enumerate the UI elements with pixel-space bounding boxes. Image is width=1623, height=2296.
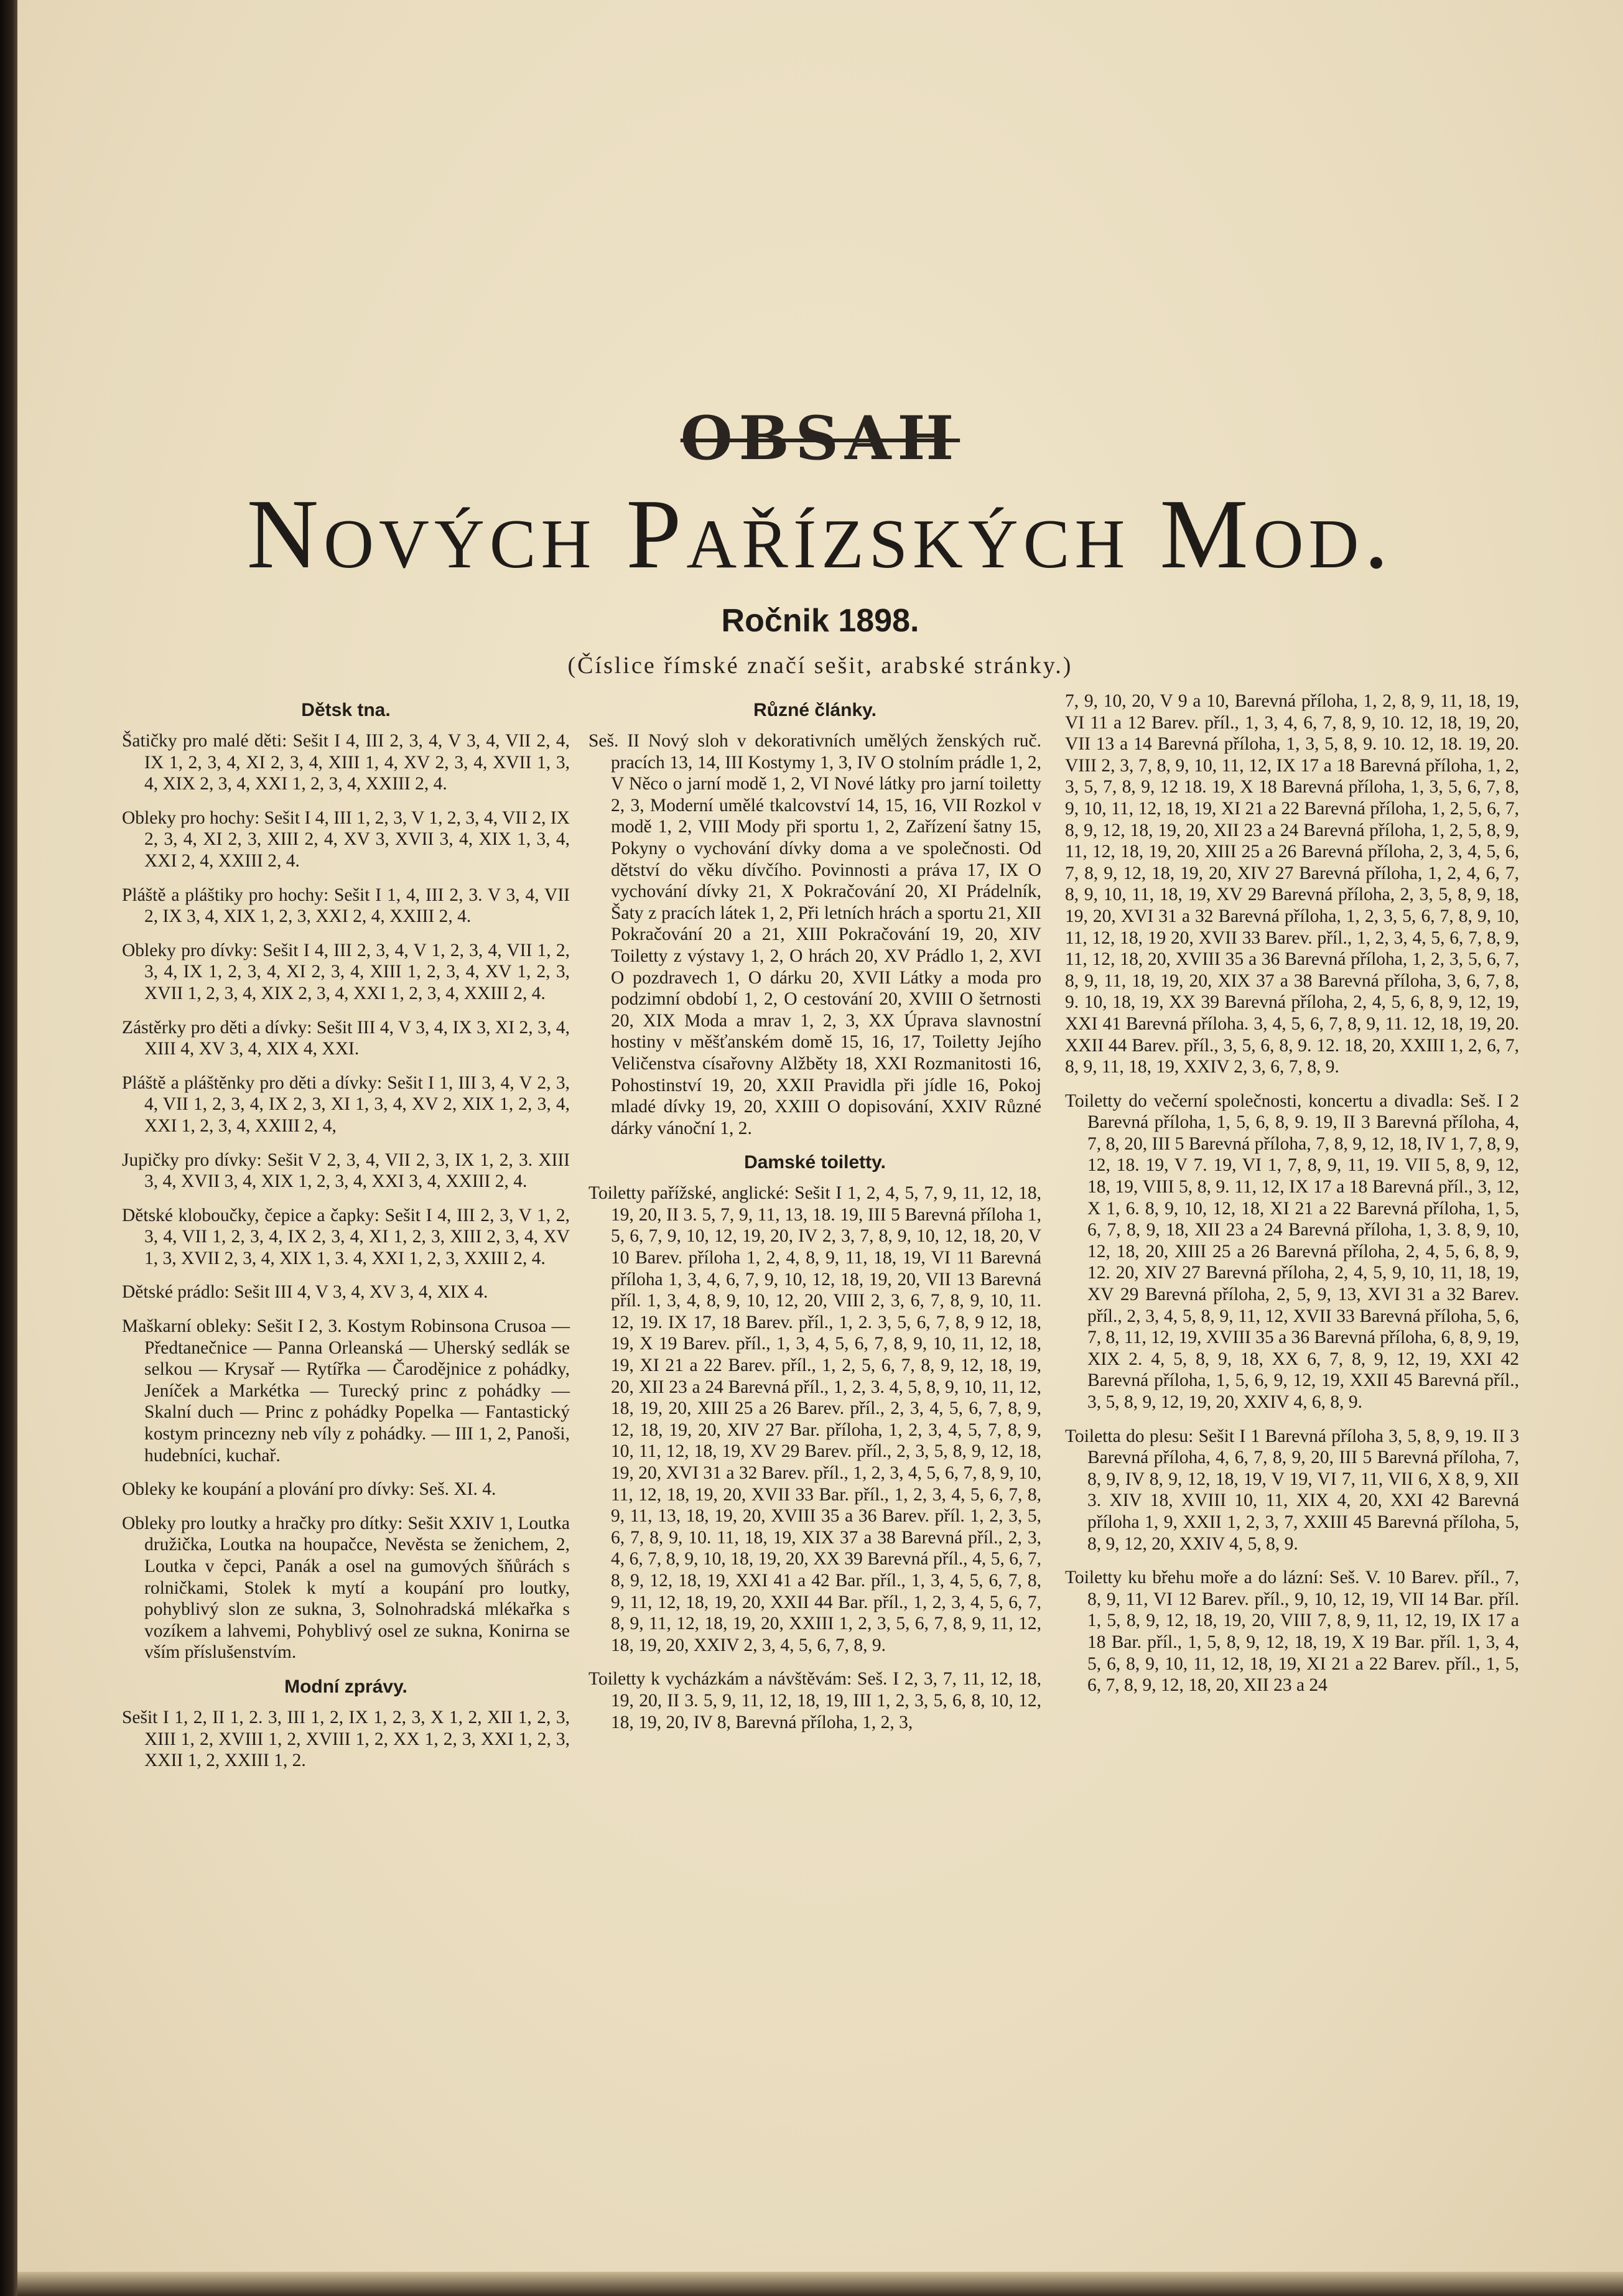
index-entry: Jupičky pro dívky: Sešit V 2, 3, 4, VII 2, 3, IX 1, 2, 3. XIII 3, 4, XVII 3, 4, XIX 1, 2, 3, 4, XXI 3, 4, XXIII 2, 4. [122, 1150, 570, 1192]
section-heading-articles: Různé články. [753, 700, 877, 720]
section-heading-ladies-toilettes: Damské toiletty. [744, 1152, 886, 1173]
page-edge-shadow [17, 2272, 1623, 2296]
index-entry: 7, 9, 10, 20, V 9 a 10, Barevná příloha, 1, 2, 8, 9, 11, 18, 19, VI 11 a 12 Barev. příl., 1, 3, 4, 6, 7, 8, 9, 10. 12, 18, 19, 20, VII 13 a 14 Barevná příloha, 1, 3, 5, 8, 9. 10. 12, 18. 19, 20. VIII 2, 3, 7, 8, 9, 10, 11, 12, IX 17 a 18 Barevná příloha, 1, 2, 3, 5, 7, 8, 9, 12 18. 19, X 18 Barevná příloha, 1, 3, 5, 6, 7, 8, 9, 10, 11, 12, 18, 19, XI 21 a 22 Barevná příloha, 1, 2, 5, 6, 7, 8, 9, 12, 18, 19, 20, XII 23 a 24 Barevná příloha, 1, 2, 5, 8, 9, 11, 12, 18, 19, 20, XIII 25 a 26 Barevná příloha, 2, 3, 4, 5, 6, 7, 8, 9, 12, 18, 19, 20, XIV 27 Barevná příloha, 1, 2, 4, 6, 7, 8, 9, 10, 11, 18, 19, XV 29 Barevná příloha, 2, 3, 5, 8, 9, 18, 19, 20, XVI 31 a 32 Barevná příloha, 1, 2, 3, 5, 6, 7, 8, 9, 10, 11, 12, 18, 19 20, XVII 33 Barev. příl., 1, 2, 3, 4, 5, 6, 7, 8, 9, 11, 12, 18, 20, XVIII 35 a 36 Barevná příloha, 1, 2, 3, 5, 6, 7, 8, 9, 11, 18, 19, 20, XIX 37 a 38 Barevná příloha, 3, 6, 7, 8, 9. 10, 18, 19, XX 39 Barevná příloha, 2, 4, 5, 6, 8, 9, 12, 19, XXI 41 Barevná příloha. 3, 4, 5, 6, 7, 8, 9, 11. 12, 18, 19, 20. XXII 44 Barev. příl., 3, 5, 6, 8, 9. 12. 18, 20, XXIII 1, 2, 6, 7, 8, 9, 11, 18, 19, XXIV 2, 3, 6, 7, 8, 9. [1065, 691, 1519, 1077]
index-entry: Toiletty do večerní společnosti, koncertu a divadla: Seš. I 2 Barevná příloha, 1, 5, 6, 8, 9. 19, II 3 Barevná příloha, 4, 7, 8, 20, III 5 Barevná příloha, 7, 8, 9, 12, 18, IV 1, 7, 8, 9, 12, 18. 19, V 7. 19, VI 1, 7, 8, 9, 11, 19. VII 5, 8, 9, 12, 18, 19, VIII 5, 8, 9. 11, 12, IX 17 a 18 Barevná příl., 3, 12, X 1, 6. 8, 9, 10, 12, 18, XI 21 a 22 Barevná příloha, 1, 5, 6, 7, 8, 9, 18, XII 23 a 24 Barevná příloha, 1, 3. 8, 9, 10, 12, 18, 20, XIII 25 a 26 Barevná příloha, 2, 4, 5, 6, 8, 9, 12. 20, XIV 27 Barevná příloha, 2, 4, 5, 9, 10, 11, 18, 19, XV 29 Barevná příloha, 2, 5, 9, 13, XVI 31 a 32 Barev. příl., 2, 3, 4, 5, 8, 9, 11, 12, XVII 33 Barevná příloha, 5, 6, 7, 8, 11, 12, 19, XVIII 35 a 36 Barevná příloha, 6, 8, 9, 19, XIX 2. 4, 5, 8, 9, 18, XX 6, 7, 8, 9, 12, 19, XXI 42 Barevná příloha, 1, 5, 6, 9, 12, 19, XXII 45 Barevná příl., 3, 5, 8, 9, 12, 19, 20, XXIV 4, 6, 8, 9. [1065, 1090, 1519, 1412]
column-middle [588, 690, 1041, 1745]
index-entry: Sešit I 1, 2, II 1, 2. 3, III 1, 2, IX 1, 2, 3, X 1, 2, XII 1, 2, 3, XIII 1, 2, XVIII 1, 2, XVIII 1, 2, XX 1, 2, 3, XXI 1, 2, 3, XXII 1, 2, XXIII 1, 2. [122, 1707, 570, 1771]
title-obsah: OBSAH [680, 403, 960, 473]
index-entry: Maškarní obleky: Sešit I 2, 3. Kostym Robinsona Crusoa — Předtanečnice — Panna Orleanská — Uherský sedlák se selkou — Krysař — Rytířka — Čarodějnice z pohádky, Jeníček a Markétka — Turecký princ z pohádky — Skalní duch — Princ z pohádky Popelka — Fantastický kostym princezny neb víly z pohádky. — III 1, 2, Panoši, hudebníci, kuchař. [122, 1316, 570, 1466]
section-heading-fashion-news: Modní zprávy. [284, 1676, 407, 1697]
index-entry: Dětské kloboučky, čepice a čapky: Sešit I 4, III 2, 3, V 1, 2, 3, 4, VII 1, 2, 3, 4, IX 2, 3, 4, XI 1, 2, 3, XIII 2, 3, 4, XV 1, 3, XVII 2, 3, 4, XIX 1, 3. 4, XXI 1, 2, 3, XXIII 2, 4. [122, 1205, 570, 1268]
index-entry: Obleky pro loutky a hračky pro dítky: Sešit XXIV 1, Loutka družička, Loutka na houpačce, Nevěsta se ženichem, 2, Loutka v čepci, Panák a osel na gumových šňůrách s rolničkami, Stolek k mytí a koupání pro loutky, pohyblivý slon ze sukna, 3, Solnohradská mlékařka s vozíkem a lahvemi, Pohyblivý osel ze sukna, Konirna se vším příslušenstvím. [122, 1513, 570, 1663]
index-entry: Pláště a pláštiky pro hochy: Sešit I 1, 4, III 2, 3. V 3, 4, VII 2, IX 3, 4, XIX 1, 2, 3, XXI 2, 4, XXIII 2, 4. [122, 885, 570, 927]
index-entry: Dětské prádlo: Sešit III 4, V 3, 4, XV 3, 4, XIX 4. [122, 1282, 488, 1303]
book-spine [0, 0, 17, 2296]
numbering-note: (Číslice římské značí sešit, arabské stránky.) [567, 653, 1073, 679]
index-entry: Šatičky pro malé děti: Sešit I 4, III 2, 3, 4, V 3, 4, VII 2, 4, IX 1, 2, 3, 4, XI 2, 3, 4, XIII 1, 4, XV 2, 3, 4, XVII 1, 3, 4, XIX 2, 3, 4, XXI 1, 2, 3, 4, XXIII 2, 4. [122, 731, 570, 794]
title-main: Nových Pařízských Mod. [246, 478, 1394, 589]
volume-year: Ročnik 1898. [721, 603, 919, 639]
index-entry: Obleky ke koupání a plování pro dívky: Seš. XI. 4. [122, 1479, 496, 1500]
column-left [122, 690, 570, 1784]
index-entry: Toiletty pařížské, anglické: Sešit I 1, 2, 4, 5, 7, 9, 11, 12, 18, 19, 20, II 3. 5, 7, 9, 11, 13, 18. 19, III 5 Barevná příloha 1, 5, 6, 7, 9, 10, 12, 19, 20, IV 2, 3, 7, 8, 9, 10, 12, 18, 20, V 10 Barev. příloha 1, 2, 4, 8, 9, 11, 18, 19, VI 11 Barevná příloha 1, 3, 4, 6, 7, 9, 10, 12, 18, 19, 20, VII 13 Barevná příl. 1, 3, 4, 8, 9, 10, 12, 20, VIII 2, 3, 6, 7, 8, 9, 10, 11. 12, 19. IX 17, 18 Barev. příl., 1, 2. 3, 5, 6, 7, 8, 9 12, 18, 19, X 19 Barev. příl., 1, 3, 4, 5, 6, 7, 8, 9, 10, 11, 12, 18, 19, XI 21 a 22 Barev. příl., 1, 2, 5, 6, 7, 8, 9, 12, 18, 19, 20, XII 23 a 24 Barevná příl., 1, 2, 3. 4, 5, 8, 9, 10, 11, 12, 18, 19, 20, XIII 25 a 26 Barev. příl., 2, 3, 4, 5, 6, 7, 8, 9, 12, 18, 19, 20, XIV 27 Bar. příloha, 1, 2, 3, 4, 5, 7, 8, 9, 10, 11, 12, 18, 19, XV 29 Barev. příl., 2, 3, 5, 8, 9, 12, 18, 19, 20, XVI 31 a 32 Barev. příl., 1, 2, 3, 4, 5, 6, 7, 8, 9, 10, 11, 12, 18, 19, 20, XVII 33 Bar. příl., 1, 2, 3, 4, 5, 6, 7, 8, 9, 11, 13, 18, 19, 20, XVIII 35 a 36 Barev. příl. 1, 2, 3, 5, 6, 7, 8, 9, 10. 11, 18, 19, XIX 37 a 38 Barevná příl., 2, 3, 4, 6, 7, 8, 9, 10, 18, 19, 20, XX 39 Barevná příl., 4, 5, 6, 7, 8, 9, 12, 18, 19, XXI 41 a 42 Bar. příl., 1, 3, 4, 5, 6, 7, 8, 9, 11, 12, 18, 19, 20, XXII 44 Bar. příl., 1, 2, 3, 4, 5, 6, 7, 8, 9, 11, 12, 18, 19, 20, XXIII 1, 2, 3, 5, 6, 7, 8, 9, 11, 12, 18, 19, 20, XXIV 2, 3, 4, 5, 6, 7, 8, 9. [588, 1183, 1041, 1655]
column-right [1065, 690, 1519, 1709]
document-page [17, 0, 1623, 2296]
index-entry: Zástěrky pro děti a dívky: Sešit III 4, V 3, 4, IX 3, XI 2, 3, 4, XIII 4, XV 3, 4, XIX 4, XXI. [122, 1017, 570, 1059]
index-entry: Pláště a pláštěnky pro děti a dívky: Sešit I 1, III 3, 4, V 2, 3, 4, VII 1, 2, 3, 4, IX 2, 3, XI 1, 3, 4, XV 2, XIX 1, 2, 3, 4, XXI 1, 2, 3, 4, XXIII 2, 4, [122, 1072, 570, 1136]
section-heading-children: Dětsk tna. [301, 700, 391, 720]
index-entry: Toiletty ku břehu moře a do lázní: Seš. V. 10 Barev. příl., 7, 8, 9, 11, VI 12 Barev. příl., 9, 10, 12, 19, VII 14 Bar. příl. 1, 5, 8, 9, 12, 18, 19, 20, VIII 7, 8, 9, 11, 12, 19, IX 17 a 18 Bar. příl., 1, 5, 8, 9, 12, 18, 19, X 19 Bar. příl. 1, 3, 4, 5, 6, 8, 9, 10, 11, 12, 18, 19, XI 21 a 22 Barev. příl., 1, 5, 6, 7, 8, 9, 12, 18, 20, XII 23 a 24 [1065, 1568, 1519, 1696]
index-entry: Toiletta do plesu: Sešit I 1 Barevná příloha 3, 5, 8, 9, 19. II 3 Barevná příloha, 4, 6, 7, 8, 9, 20, III 5 Barevná příloha, 7, 8, 9, IV 8, 9, 12, 18, 19, V 19, VI 7, 11, VII 6, X 8, 9, XII 3. XIV 18, XVIII 10, 11, XIX 4, 20, XXI 42 Barevná příloha 1, 9, XXII 1, 2, 3, 7, XXIII 45 Barevná příloha, 5, 8, 9, 12, 20, XXIV 4, 5, 8, 9. [1065, 1426, 1519, 1554]
index-entry: Obleky pro dívky: Sešit I 4, III 2, 3, 4, V 1, 2, 3, 4, VII 1, 2, 3, 4, IX 1, 2, 3, 4, XI 2, 3, 4, XIII 1, 2, 3, 4, XV 1, 2, 3, XVII 1, 2, 3, 4, XIX 2, 3, 4, XXI 1, 2, 3, 4, XXIII 2, 4. [122, 940, 570, 1003]
index-entry: Toiletty k vycházkám a návštěvám: Seš. I 2, 3, 7, 11, 12, 18, 19, 20, II 3. 5, 9, 11, 12, 18, 19, III 1, 2, 3, 5, 6, 8, 10, 12, 18, 19, 20, IV 8, Barevná příloha, 1, 2, 3, [588, 1669, 1041, 1732]
index-entry: Seš. II Nový sloh v dekorativních umělých ženských ruč. pracích 13, 14, III Kostymy 1, 3, IV O stolním prádle 1, 2, V Něco o jarní modě 1, 2, VI Nové látky pro jarní toiletty 2, 3, Moderní umělé tkalcovství 14, 15, 16, VII Rozkol v modě 1, 2, VIII Mody při sportu 1, 2, Zařízení šatny 15, Pokyny o vychování dívky doma a ve společnosti. Od dětství do věku dívčího. Povinnosti a práva 17, IX O vychování dívky 21, X Pokračování 20, XI Prádelník, Šaty z pracích látek 1, 2, Při letních hrách a sportu 21, XII Pokračování 20 a 21, XIII Pokračování 19, 20, XIV Toiletty z výstavy 1, 2, O hrách 20, XV Prádlo 1, 2, XVI O pozdravech 1, O dárku 20, XVII Látky a moda pro podzimní období 1, 2, O cestování 20, XVIII O šetrnosti 20, XIX Moda a mrav 1, 2, 3, XX Úprava slavnostní hostiny v měšťanském domě 15, 16, 17, Toiletty Jejího Veličenstva císařovny Alžběty 18, XXI Rozmanitosti 16, Pohostinství 19, 20, XXII Pravidla při jídle 16, Pokoj mladé dívky 19, 20, XXIII O dopisování, XXIV Různé dárky vánoční 1, 2. [588, 731, 1041, 1138]
index-entry: Obleky pro hochy: Sešit I 4, III 1, 2, 3, V 1, 2, 3, 4, VII 2, IX 2, 3, 4, XI 2, 3, XIII 2, 4, XV 3, XVII 3, 4, XIX 1, 3, 4, XXI 2, 4, XXIII 2, 4. [122, 807, 570, 871]
